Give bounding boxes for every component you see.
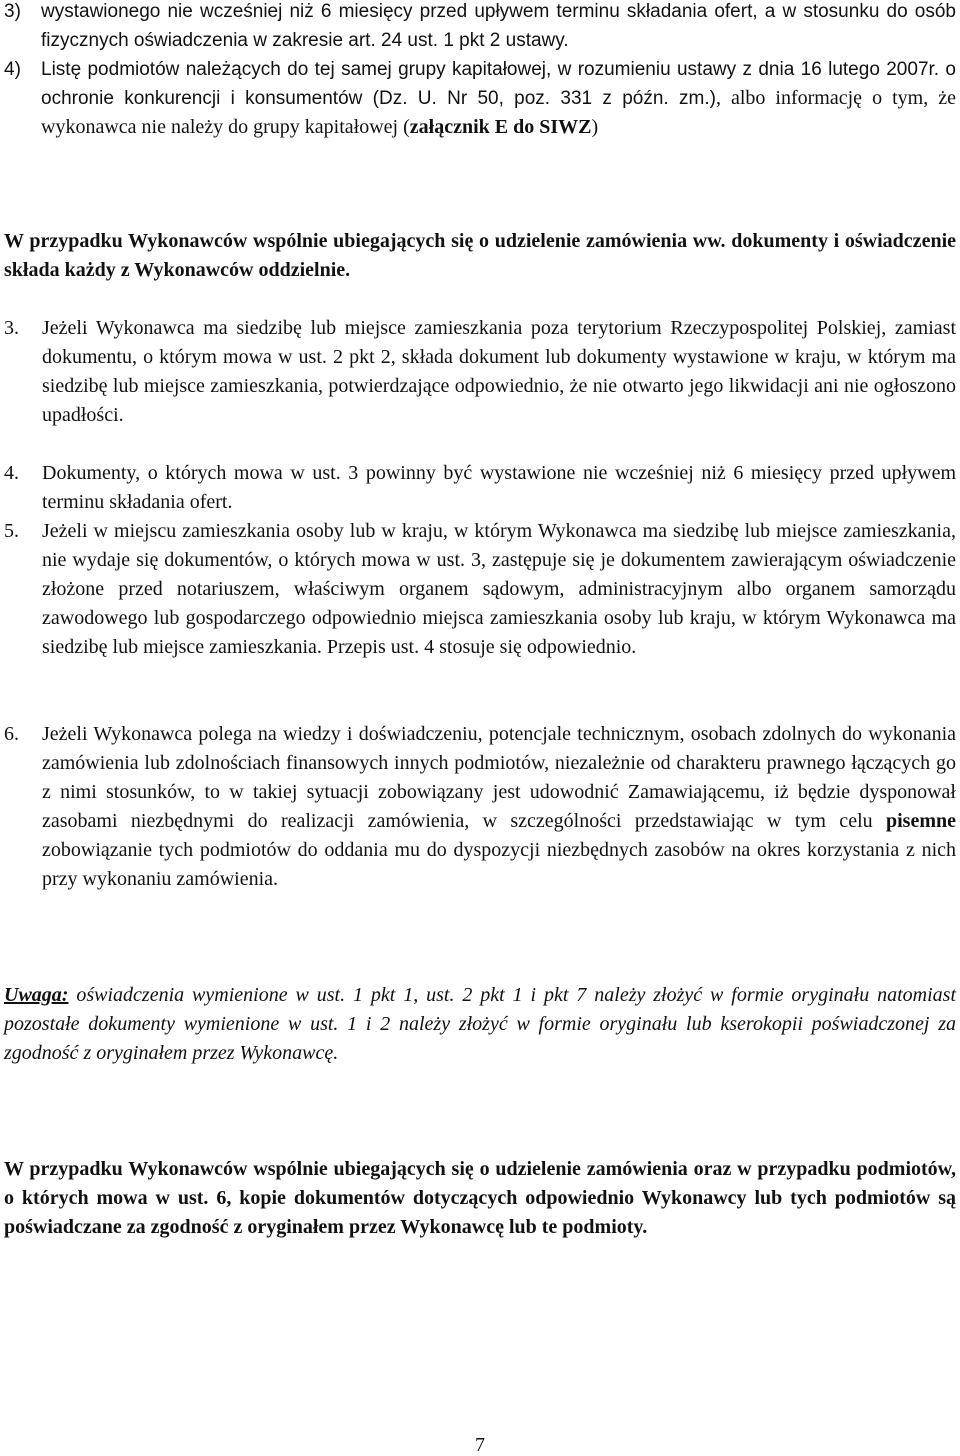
joint-bidders-notice: W przypadku Wykonawców wspólnie ubiegających się o udzielenie zamówienia ww. dokumenty i oświadczenie składa każdy z Wykonawców oddzielnie.	[4, 230, 956, 281]
paragraph-number: 3.	[4, 317, 19, 339]
list-item-number: 4)	[4, 59, 21, 80]
paragraph-5	[4, 517, 956, 662]
paragraph-text	[42, 720, 956, 894]
capital-group-text: Listę podmiotów należących do tej samej grupy kapitałowej, w rozumieniu ustawy z dnia 16 lutego 2007r. o ochronie konkurencji i konsumentów (Dz. U. Nr 50, poz. 331 z późn. zm.)	[41, 59, 956, 109]
paragraph-text-b: zobowiązanie tych podmiotów do oddania mu do dyspozycji niezbędnych zasobów na okres korzystania z nich przy wykonaniu zamówienia.	[42, 839, 956, 890]
paragraph-number: 5.	[4, 520, 19, 542]
note-label: Uwaga:	[4, 984, 69, 1006]
note-block	[4, 981, 956, 1068]
paragraph-text-a: Jeżeli Wykonawca polega na wiedzy i doświadczeniu, potencjale technicznym, osobach zdolnych do wykonania zamówienia lub zdolnościach finansowych innych podmiotów, niezależnie od charakteru prawnego łączących go z nimi stosunków, to w takiej sytuacji zobowiązany jest udowodnić Zamawiającemu, iż będzie dysponował zasobami niezbędnymi do realizacji zamówienia, w szczególności przedstawiając w tym celu	[42, 723, 956, 832]
list-item-text	[41, 55, 956, 142]
list-item-4	[4, 55, 956, 142]
paragraph-6	[4, 720, 956, 894]
capital-group-text-cont: , albo informację o tym, że wykonawca nie należy do grupy kapitałowej (	[41, 87, 956, 138]
closing-paren: )	[591, 116, 599, 138]
list-item-3	[4, 0, 956, 55]
paragraph-4	[4, 459, 956, 517]
page-number: 7	[475, 1434, 485, 1456]
attachment-reference: załącznik E do SIWZ	[409, 116, 592, 138]
paragraph-text: Dokumenty, o których mowa w ust. 3 powinny być wystawione nie wcześniej niż 6 miesięcy przed upływem terminu składania ofert.	[42, 462, 956, 513]
paragraph-number: 6.	[4, 723, 19, 745]
paragraph-text: Jeżeli Wykonawca ma siedzibę lub miejsce zamieszkania poza terytorium Rzeczypospolitej Polskiej, zamiast dokumentu, o którym mowa w ust. 2 pkt 2, składa dokument lub dokumenty wystawione w kraju, w którym ma siedzibę lub miejsce zamieszkania, potwierdzające odpowiednio, że nie otwarto jego likwidacji ani nie ogłoszono upadłości.	[42, 317, 956, 426]
note-text: oświadczenia wymienione w ust. 1 pkt 1, ust. 2 pkt 1 i pkt 7 należy złożyć w formie oryginału natomiast pozostałe dokumenty wymienione w ust. 1 i 2 należy złożyć w formie oryginału lub kserokopii poświadczonej za zgodność z oryginałem przez Wykonawcę.	[4, 984, 956, 1064]
copies-certification-notice: W przypadku Wykonawców wspólnie ubiegających się o udzielenie zamówienia oraz w przypadku podmiotów, o których mowa w ust. 6, kopie dokumentów dotyczących odpowiednio Wykonawcy lub tych podmiotów są poświadczane za zgodność z oryginałem przez Wykonawcę lub te podmioty.	[4, 1158, 956, 1238]
paragraph-number: 4.	[4, 462, 19, 484]
list-item-text: wystawionego nie wcześniej niż 6 miesięcy przed upływem terminu składania ofert, a w stosunku do osób fizycznych oświadczenia w zakresie art. 24 ust. 1 pkt 2 ustawy.	[41, 1, 956, 51]
written-emphasis: pisemne	[886, 810, 956, 832]
list-item-number: 3)	[4, 1, 21, 22]
paragraph-3	[4, 314, 956, 430]
paragraph-text: Jeżeli w miejscu zamieszkania osoby lub w kraju, w którym Wykonawca ma siedzibę lub miejsce zamieszkania, nie wydaje się dokumentów, o których mowa w ust. 3, zastępuje się je dokumentem zawierającym oświadczenie złożone przed notariuszem, właściwym organem sądowym, administracyjnym albo organem samorządu zawodowego lub gospodarczego odpowiednio miejsca zamieszkania osoby lub kraju, w którym Wykonawca ma siedzibę lub miejsce zamieszkania. Przepis ust. 4 stosuje się odpowiednio.	[42, 520, 956, 658]
